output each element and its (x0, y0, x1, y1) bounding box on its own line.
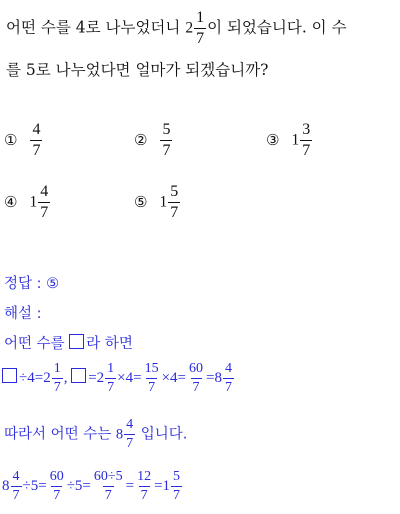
mixed-whole: 8 (115, 426, 124, 443)
fraction: $\frac{12}{7}$ (137, 469, 152, 503)
mixed-whole: 1 (29, 193, 38, 211)
fraction: $\frac{4}{7}$ (126, 417, 134, 451)
fraction: $\frac{4}{7}$ (40, 183, 49, 221)
choice-4[interactable] (4, 184, 51, 221)
fraction: $\frac{1}{7}$ (196, 9, 205, 47)
choice-marker: ④ (4, 192, 18, 211)
choice-marker: ② (134, 130, 148, 149)
question-text: 이 되었습니다. 이 수 (207, 18, 347, 37)
choice-marker: ③ (266, 130, 280, 149)
fraction: $\frac{4}{7}$ (12, 469, 20, 503)
fraction: $\frac{3}{7}$ (302, 121, 311, 159)
blank-box-icon (69, 334, 84, 349)
choice-marker: ① (4, 130, 18, 149)
therefore-line: 따라서 어떤 수는 8 $\frac{4}{7}$ 입니다. (4, 417, 188, 451)
fraction: $\frac{15}{7}$ (144, 361, 159, 395)
fraction: $\frac{60\div 5}{7}$ (93, 469, 123, 503)
mixed-whole: 1 (159, 193, 168, 211)
fraction: $\frac{5}{7}$ (162, 121, 171, 159)
explanation-intro: 어떤 수를 라 하면 (4, 336, 133, 352)
equation-2: 8 $\frac{4}{7}$ ÷5= $\frac{60}{7}$ ÷5= $\frac{60\div 5}{7}$ = $\frac{12}{7}$ =1 $\frac{5}{7}$ (2, 469, 181, 503)
choice-2[interactable] (134, 122, 173, 159)
mixed-whole: 1 (291, 131, 300, 149)
fraction: $\frac{60}{7}$ (189, 361, 204, 395)
equation-1: ÷4=2 $\frac{1}{7}$ , =2 $\frac{1}{7}$ ×4= $\frac{15}{7}$ ×4= $\frac{60}{7}$ =8 $\frac{4}{7}$ (2, 362, 235, 395)
fraction: $\frac{60}{7}$ (49, 469, 64, 503)
blank-box-icon (2, 368, 17, 383)
fraction: $\frac{5}{7}$ (173, 469, 181, 503)
choice-5[interactable] (134, 184, 181, 221)
fraction: $\frac{1}{7}$ (107, 361, 115, 395)
question-line-2: 를 5로 나누었다면 얼마가 되겠습니까? (6, 61, 269, 79)
fraction: $\frac{1}{7}$ (53, 361, 61, 395)
fraction: $\frac{4}{7}$ (32, 121, 41, 159)
question-line-1 (6, 10, 347, 47)
answer-label: 정답 : ⑤ (4, 276, 60, 292)
fraction: $\frac{5}{7}$ (170, 183, 179, 221)
mixed-whole: 2 (185, 19, 194, 37)
explanation-label: 해설 : (4, 306, 42, 322)
choice-1[interactable] (4, 122, 43, 159)
question-text: 어떤 수를 4로 나누었더니 (6, 18, 186, 37)
blank-box-icon (71, 368, 86, 383)
choice-3[interactable] (266, 122, 313, 159)
choice-marker: ⑤ (134, 192, 148, 211)
fraction: $\frac{4}{7}$ (224, 361, 232, 395)
